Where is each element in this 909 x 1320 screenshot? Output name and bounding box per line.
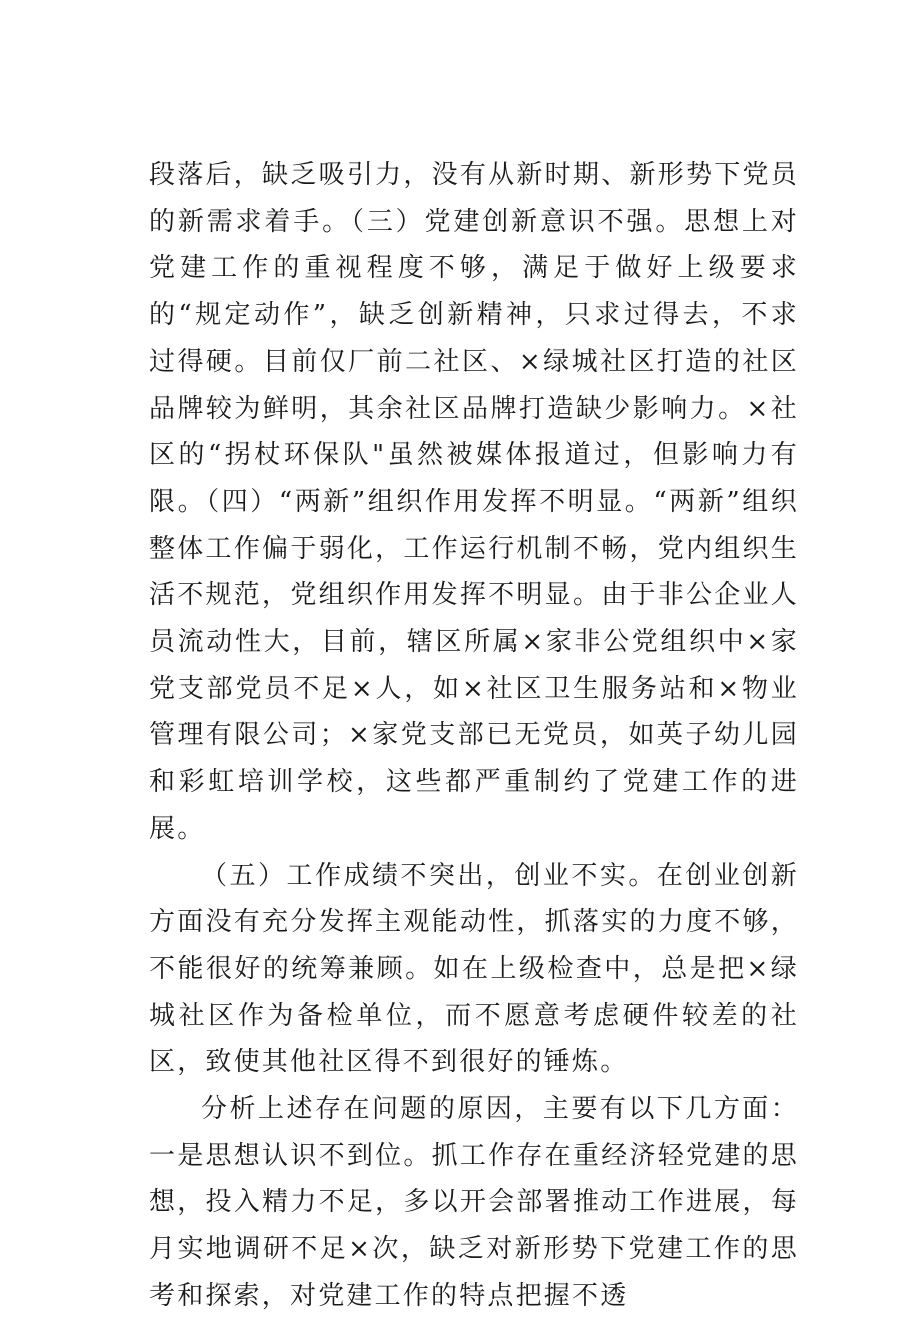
document-body: [149, 152, 799, 1320]
paragraph-item-five: （五）工作成绩不突出，创业不实。在创业创新方面没有充分发挥主观能动性，抓落实的力度不够，不能很好的统筹兼顾。如在上级检查中，总是把×绿城社区作为备检单位，而不愿意考虑硬件较差的社区，致使其他社区得不到很好的锤炼。: [149, 860, 799, 1078]
paragraph-cause-analysis: 分析上述存在问题的原因，主要有以下几方面：一是思想认识不到位。抓工作存在重经济轻党建的思想，投入精力不足，多以开会部署推动工作进展，每月实地调研不足×次，缺乏对新形势下党建工作的思考和探索，对党建工作的特点把握不透: [149, 1094, 799, 1311]
paragraph-continued: 段落后，缺乏吸引力，没有从新时期、新形势下党员的新需求着手。（三）党建创新意识不强。思想上对党建工作的重视程度不够，满足于做好上级要求的“规定动作”，缺乏创新精神，只求过得去，不求过得硬。目前仅厂前二社区、×绿城社区打造的社区品牌较为鲜明，其余社区品牌打造缺少影响力。×社区的“拐杖环保队"虽然被媒体报道过，但影响力有限。（四）“两新”组织作用发挥不明显。“两新”组织整体工作偏于弱化，工作运行机制不畅，党内组织生活不规范，党组织作用发挥不明显。由于非公企业人员流动性大，目前，辖区所属×家非公党组织中×家党支部党员不足×人，如×社区卫生服务站和×物业管理有限公司；×家党支部已无党员，如英子幼儿园和彩虹培训学校，这些都严重制约了党建工作的进展。: [149, 160, 799, 844]
